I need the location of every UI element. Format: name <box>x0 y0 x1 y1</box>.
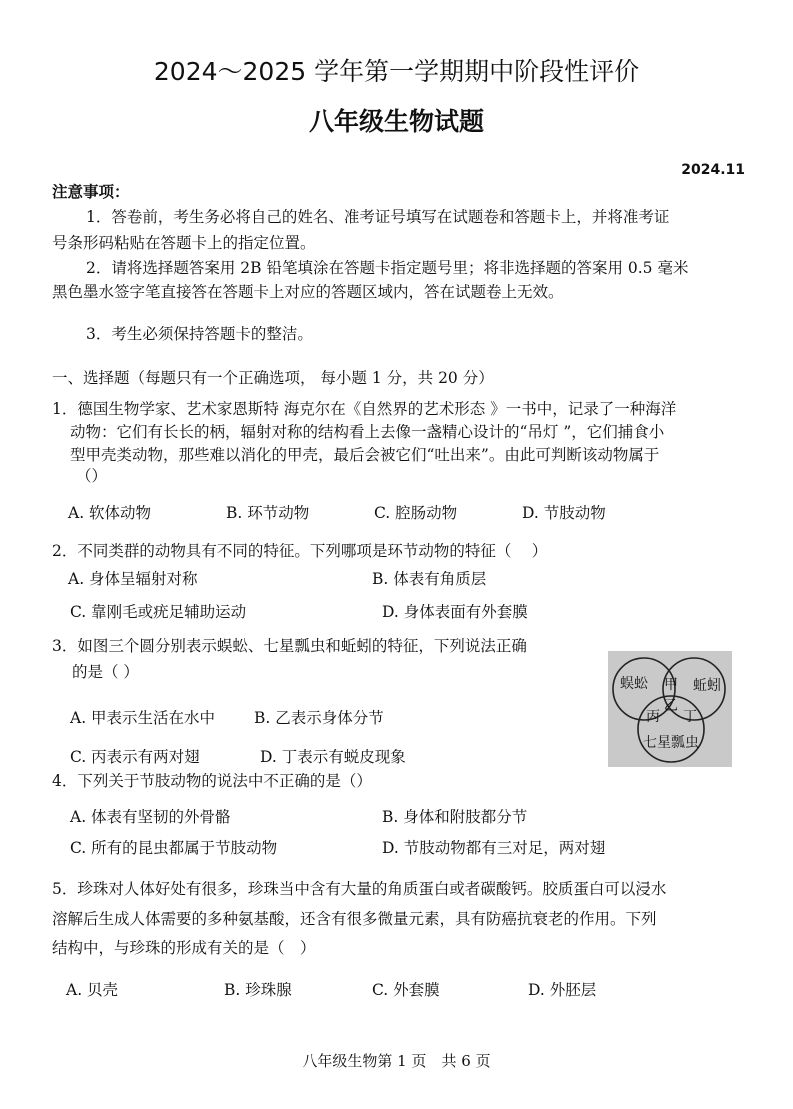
question-4-option-c: C. 所有的昆虫都属于节肢动物 <box>70 839 278 857</box>
question-1-option-c: C. 腔肠动物 <box>374 504 458 522</box>
notice-item-1-line-2: 号条形码粘贴在答题卡上的指定位置。 <box>52 234 316 252</box>
question-1-option-a: A. 软体动物 <box>68 504 152 522</box>
question-4-option-d: D. 节肢动物都有三对足，两对翅 <box>382 839 606 857</box>
question-5-option-c: C. 外套膜 <box>372 981 440 999</box>
question-4-option-b: B. 身体和附肢都分节 <box>382 808 528 826</box>
question-3-line-2: 的是（ ） <box>72 663 139 681</box>
notice-item-1-line-1: 1．答卷前，考生务必将自己的姓名、准考证号填写在试题卷和答题卡上，并将准考证 <box>86 208 670 226</box>
question-5-option-b: B. 珍珠腺 <box>224 981 292 999</box>
question-3-option-c: C. 丙表示有两对翅 <box>70 748 200 766</box>
question-2-option-d: D. 身体表面有外套膜 <box>382 603 528 621</box>
question-3-option-b: B. 乙表示身体分节 <box>254 709 384 727</box>
question-5-option-d: D. 外胚层 <box>528 981 597 999</box>
exam-subtitle: 八年级生物试题 <box>308 107 484 136</box>
venn-label-ding: 丁 <box>683 709 697 725</box>
question-1-option-b: B. 环节动物 <box>226 504 310 522</box>
question-1-line-4: （） <box>76 467 108 485</box>
question-3-option-a: A. 甲表示生活在水中 <box>70 709 216 727</box>
venn-label-centipede: 蜈蚣 <box>620 676 648 692</box>
venn-label-bing: 丙 <box>646 709 660 725</box>
question-5-line-2: 溶解后生成人体需要的多种氨基酸，还含有很多微量元素，具有防癌抗衰老的作用。下列 <box>52 910 657 928</box>
question-2-line-1: 2．不同类群的动物具有不同的特征。下列哪项是环节动物的特征（ ） <box>52 542 548 560</box>
question-3-option-d: D. 丁表示有蜕皮现象 <box>260 748 406 766</box>
question-3-line-1: 3．如图三个圆分别表示蜈蚣、七星瓢虫和蚯蚓的特征，下列说法正确 <box>52 637 527 655</box>
question-1-line-2: 动物：它们有长长的柄，辐射对称的结构看上去像一盏精心设计的“吊灯 ”，它们捕食小 <box>70 423 665 441</box>
exam-date: 2024.11 <box>681 162 745 178</box>
question-5-line-1: 5．珍珠对人体好处有很多，珍珠当中含有大量的角质蛋白或者碳酸钙。胶质蛋白可以浸水 <box>52 880 667 898</box>
exam-title: 2024～2025 学年第一学期期中阶段性评价 <box>153 57 640 86</box>
venn-label-jia: 甲 <box>664 677 678 693</box>
question-4-option-a: A. 体表有坚韧的外骨骼 <box>70 808 231 826</box>
notice-item-2-line-1: 2．请将选择题答案用 2B 铅笔填涂在答题卡指定题号里；将非选择题的答案用 0.5 毫米 <box>86 259 689 277</box>
venn-label-yi: 乙 <box>664 698 678 714</box>
question-5-line-3: 结构中，与珍珠的形成有关的是（ ） <box>52 939 316 957</box>
venn-diagram <box>608 651 732 767</box>
section-heading: 一、选择题（每题只有一个正确选项， 每小题 1 分，共 20 分） <box>52 369 494 387</box>
question-2-option-a: A. 身体呈辐射对称 <box>68 570 198 588</box>
question-1-option-d: D. 节肢动物 <box>522 504 606 522</box>
venn-label-ladybug: 七星瓢虫 <box>643 735 699 751</box>
question-1-line-3: 型甲壳类动物，那些难以消化的甲壳，最后会被它们“吐出来”。由此可判断该动物属于 <box>70 446 660 464</box>
notice-item-3: 3．考生必须保持答题卡的整洁。 <box>86 325 313 343</box>
page-footer: 八年级生物第 1 页 共 6 页 <box>302 1052 491 1070</box>
venn-label-earthworm: 蚯蚓 <box>693 678 721 694</box>
notice-item-2-line-2: 黑色墨水签字笔直接答在答题卡上对应的答题区域内，答在试题卷上无效。 <box>52 283 564 301</box>
notice-heading: 注意事项： <box>52 182 130 201</box>
question-5-option-a: A. 贝壳 <box>66 981 119 999</box>
question-2-option-b: B. 体表有角质层 <box>372 570 487 588</box>
question-2-option-c: C. 靠刚毛或疣足辅助运动 <box>70 603 247 621</box>
question-1-line-1: 1．德国生物学家、艺术家恩斯特 海克尔在《自然界的艺术形态 》一书中，记录了一种海洋 <box>52 400 677 418</box>
question-4-line-1: 4．下列关于节肢动物的说法中不正确的是（） <box>52 772 372 790</box>
